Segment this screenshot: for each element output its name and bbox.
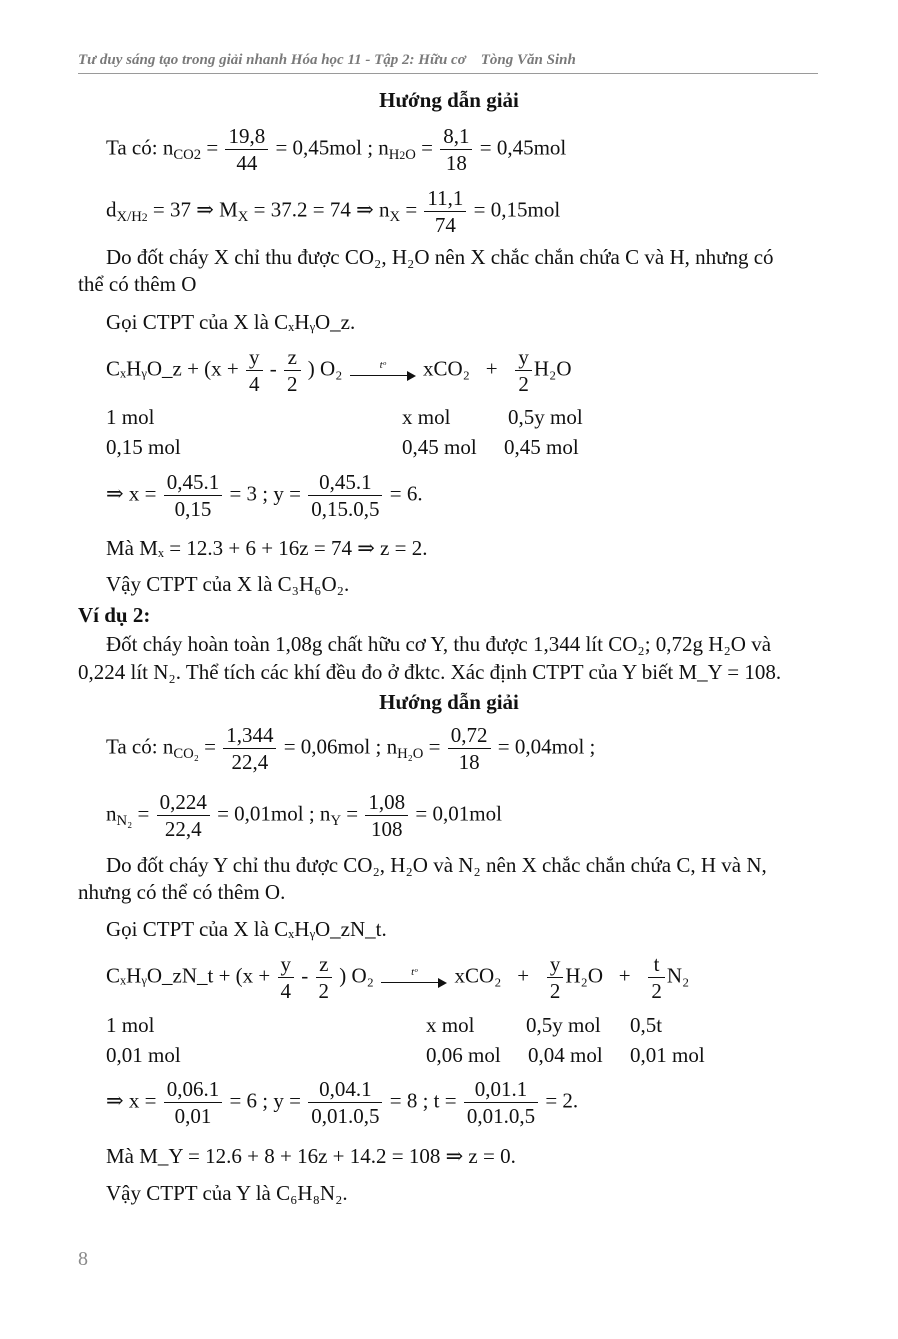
fraction	[464, 1077, 538, 1128]
ex2-question-2: 0,224 lít N₂. Thể tích các khí đều đo ở đktc. Xác định CTPT của Y biết M_Y = 108.	[78, 660, 782, 684]
text: H	[388, 146, 400, 163]
heat-label: tᵒ	[411, 966, 418, 979]
denominator: 2	[549, 979, 561, 1004]
ex2-reaction-equation	[106, 952, 689, 1003]
numerator: 11,1	[424, 186, 466, 212]
denominator: 44	[236, 151, 258, 176]
fraction	[308, 1077, 382, 1128]
ex2-row1-col4: 0,5t	[630, 1013, 663, 1037]
arrow-shaft	[348, 371, 418, 381]
denominator: 4	[249, 372, 260, 397]
text: =	[428, 734, 441, 759]
text: CₓHᵧO_zN_t + (x +	[106, 963, 271, 988]
text: 2	[399, 148, 406, 162]
fraction	[308, 470, 382, 521]
denominator: 108	[371, 817, 403, 842]
numerator: 0,01.1	[464, 1077, 538, 1103]
denominator: 2	[318, 979, 329, 1004]
denominator: 18	[445, 151, 467, 176]
text: 2	[141, 210, 148, 224]
text: CO	[173, 146, 194, 163]
text: = 0,06mol ; n	[283, 734, 398, 759]
text: n	[106, 801, 117, 826]
text: = 0,15mol	[473, 197, 561, 222]
text: N₂	[666, 963, 690, 988]
solution-heading-1: Hướng dẫn giải	[379, 88, 519, 112]
fraction	[225, 124, 268, 175]
ex2-result-line	[106, 1077, 578, 1128]
ex2-row2-col4: 0,01 mol	[630, 1043, 705, 1067]
fraction	[284, 345, 301, 396]
reaction-arrow-icon	[348, 360, 418, 381]
text: = 0,45mol ; n	[275, 135, 389, 160]
numerator: 0,45.1	[308, 470, 382, 496]
denominator: 18	[458, 750, 480, 775]
text: = 0,01mol	[415, 801, 502, 826]
solution-heading-2: Hướng dẫn giải	[379, 690, 519, 714]
ex2-row2-col3: 0,04 mol	[528, 1043, 603, 1067]
text: H₂O	[533, 356, 572, 381]
ex1-paragraph-1a: Do đốt cháy X chỉ thu được CO₂, H₂O nên X chắc chắn chứa C và H, nhưng có	[106, 245, 774, 269]
ex1-row1-col2: x mol	[402, 405, 451, 429]
heat-label: tᵒ	[379, 359, 386, 372]
page-number: 8	[78, 1248, 88, 1270]
fraction	[316, 952, 333, 1003]
ex1-row2-col3: 0,45 mol	[504, 435, 579, 459]
example-2-title: Ví dụ 2:	[78, 603, 151, 627]
denominator: 0,01.0,5	[311, 1104, 380, 1129]
numerator: y	[515, 345, 532, 371]
denominator: 74	[434, 213, 456, 238]
fraction	[648, 952, 665, 1003]
denominator: 4	[280, 979, 291, 1004]
numerator: y	[246, 345, 263, 371]
ex1-conclusion: Vậy CTPT của X là C₃H₆O₂.	[106, 572, 350, 596]
text: X	[389, 208, 401, 225]
text: = 3 ; y =	[229, 481, 301, 506]
text: N₂	[116, 812, 133, 829]
text: 2	[193, 146, 202, 163]
ex2-moles-line-2	[106, 790, 502, 841]
fraction	[223, 723, 276, 774]
numerator: 0,72	[448, 723, 491, 749]
ex1-paragraph-2: Gọi CTPT của X là CₓHᵧO_z.	[106, 310, 356, 334]
text: +	[618, 963, 631, 988]
text: X/H	[116, 208, 142, 225]
fraction	[440, 124, 472, 175]
denominator: 0,01	[174, 1104, 212, 1129]
fraction	[424, 186, 466, 237]
text: = 37.2 = 74 ⇒ n	[253, 197, 390, 222]
denominator: 22,4	[231, 750, 269, 775]
ex1-row1-col1: 1 mol	[106, 405, 155, 429]
text: d	[106, 197, 117, 222]
text: -	[301, 963, 309, 988]
fraction	[365, 790, 408, 841]
text: Ta có: n	[106, 734, 174, 759]
denominator: 2	[518, 372, 529, 397]
text: ) O₂	[307, 356, 343, 381]
numerator: y	[547, 952, 564, 978]
numerator: 1,344	[223, 723, 276, 749]
ex1-paragraph-1b: thể có thêm O	[78, 272, 197, 296]
text: Ta có: n	[106, 135, 174, 160]
text: Y	[330, 812, 342, 829]
text: H₂O	[565, 963, 603, 988]
ex1-mass-line: Mà Mₓ = 12.3 + 6 + 16z = 74 ⇒ z = 2.	[106, 536, 428, 560]
text: ⇒ x =	[106, 1088, 157, 1113]
ex1-result-line	[106, 470, 423, 521]
text: =	[346, 801, 359, 826]
ex2-paragraph-2: Gọi CTPT của X là CₓHᵧO_zN_t.	[106, 917, 387, 941]
text: O	[405, 146, 416, 163]
ex2-row1-col3: 0,5y mol	[526, 1013, 601, 1037]
header-author: Tòng Văn Sinh	[480, 52, 576, 68]
text: =	[421, 135, 433, 160]
text: = 0,01mol ; n	[217, 801, 331, 826]
numerator: 8,1	[440, 124, 472, 150]
text: =	[204, 734, 216, 759]
numerator: 0,45.1	[164, 470, 223, 496]
denominator: 2	[651, 979, 662, 1004]
denominator: 0,15	[174, 497, 212, 522]
denominator: 22,4	[164, 817, 202, 842]
denominator: 0,01.0,5	[466, 1104, 536, 1129]
text: =	[405, 197, 418, 222]
denominator: 2	[287, 372, 298, 397]
numerator: 19,8	[225, 124, 268, 150]
text: = 0,45mol	[479, 135, 567, 160]
ex2-row1-col2: x mol	[426, 1013, 475, 1037]
ex2-paragraph-1a: Do đốt cháy Y chỉ thu được CO₂, H₂O và N₂ nên X chắc chắn chứa C, H và N,	[106, 853, 767, 877]
text: = 0,04mol ;	[497, 734, 596, 759]
numerator: 0,04.1	[308, 1077, 382, 1103]
ex2-mass-line: Mà M_Y = 12.6 + 8 + 16z + 14.2 = 108 ⇒ z = 0.	[106, 1144, 516, 1168]
numerator: z	[316, 952, 333, 978]
header-rule	[78, 73, 818, 74]
running-header	[78, 52, 576, 69]
numerator: z	[284, 345, 301, 371]
text: = 37 ⇒ M	[152, 197, 238, 222]
ex1-moles-line	[106, 124, 566, 175]
ex1-row1-col3: 0,5y mol	[508, 405, 583, 429]
numerator: y	[278, 952, 295, 978]
text: = 2.	[545, 1088, 579, 1113]
arrow-shaft	[379, 978, 449, 988]
ex1-row2-col1: 0,15 mol	[106, 435, 181, 459]
text: = 8 ; t =	[389, 1088, 457, 1113]
text: CO₂	[173, 745, 199, 762]
text: =	[137, 801, 150, 826]
fraction	[278, 952, 295, 1003]
text: H₂O	[397, 745, 424, 762]
text: = 6.	[389, 481, 423, 506]
fraction	[515, 345, 532, 396]
fraction	[157, 790, 210, 841]
fraction	[246, 345, 263, 396]
ex2-paragraph-1b: nhưng có thể có thêm O.	[78, 880, 286, 904]
text: -	[269, 356, 277, 381]
ex2-row1-col1: 1 mol	[106, 1013, 155, 1037]
text: xCO₂	[454, 963, 502, 988]
reaction-arrow-icon	[379, 967, 449, 988]
ex2-moles-line	[106, 723, 595, 774]
ex1-density-line	[106, 186, 560, 237]
ex1-row2-col2: 0,45 mol	[402, 435, 477, 459]
text: +	[485, 356, 498, 381]
ex2-row2-col2: 0,06 mol	[426, 1043, 501, 1067]
ex1-reaction-equation	[106, 345, 571, 396]
ex2-question-1: Đốt cháy hoàn toàn 1,08g chất hữu cơ Y, thu được 1,344 lít CO₂; 0,72g H₂O và	[106, 632, 772, 656]
ex2-row2-col1: 0,01 mol	[106, 1043, 181, 1067]
text: ⇒ x =	[106, 481, 157, 506]
numerator: 1,08	[365, 790, 408, 816]
fraction	[164, 470, 223, 521]
text: = 6 ; y =	[229, 1088, 301, 1113]
ex2-conclusion: Vậy CTPT của Y là C₆H₈N₂.	[106, 1181, 348, 1205]
numerator: 0,06.1	[164, 1077, 223, 1103]
text: xCO₂	[422, 356, 470, 381]
numerator: t	[648, 952, 665, 978]
text: =	[206, 135, 219, 160]
fraction	[547, 952, 564, 1003]
text: X	[237, 208, 249, 225]
fraction	[164, 1077, 223, 1128]
text: ) O₂	[339, 963, 374, 988]
text: CₓHᵧO_z + (x +	[106, 356, 239, 381]
numerator: 0,224	[157, 790, 210, 816]
header-title: Tư duy sáng tạo trong giải nhanh Hóa học 11 - Tập 2: Hữu cơ	[78, 52, 466, 68]
fraction	[448, 723, 491, 774]
text: +	[517, 963, 530, 988]
denominator: 0,15.0,5	[311, 497, 380, 522]
